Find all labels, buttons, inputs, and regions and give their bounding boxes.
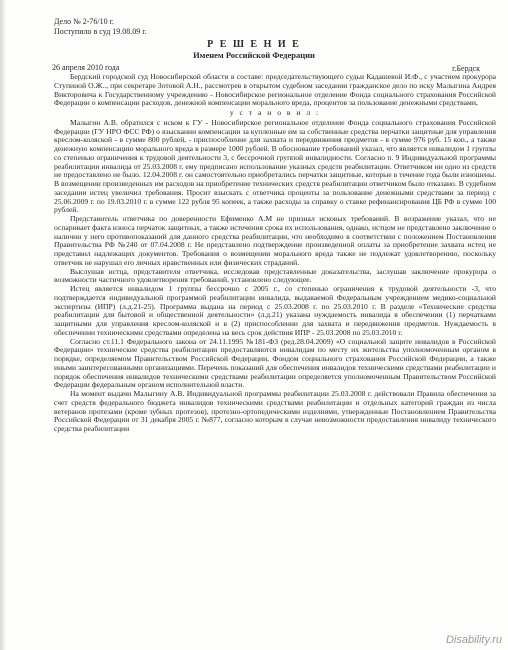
scan-edge-shadow xyxy=(0,0,6,650)
case-header xyxy=(54,17,147,37)
paragraph-defendant: Представитель ответчика по доверенности Ефименко А.М не признал исковых требований. В возражение указал, что не оспаривает факта износа перчаток защитных, а также истечения срока их использования, однако, истцом не представлено заключение о наличии у него противопоказаний для данного средства реабилитации, что необходимо в соответствии с положением Постановления Правительства РФ №240 от 07.04.2008 г. Не представлено подтверждение произведенной оплаты за приобретение захвата истец не представил надлежащих документов. Требования о возмещении морального вреда также не подлежат удовлетворению, поскольку ответчик не нарушал его личных нравственных или физических страданий. xyxy=(54,214,496,267)
decision-date: 26 апреля 2010 года xyxy=(52,63,120,72)
paragraph-claim: Малыгин А.В. обратился с иском к ГУ - Новосибирское региональное отделение Фонда социального страхования Российской Федерации (ГУ НРО ФСС РФ) о взыскании компенсации за купленные им за собственные средства перчатки защитные для управления креслом-коляской - в сумме 800 рублей, - приспособление для захвата и передвижения предметов - в сумме 976 руб. 15 коп., а также денежную компенсацию морального вреда в размере 1000 рублей. В обоснование требований указал, что является инвалидом 1 группы со степенью ограничения к трудовой деятельности 3, с бессрочной группой инвалидности. Согласно п. 9 Индивидуальной программы реабилитации инвалида от 25.03.2008 г. ему предписано использование указных средств реабилитации. Ответчиком ни одно из средств не предоставлено не было. 12.04.2008 г. он самостоятельно приобретались перчатки защитные, которые в течение года были изношены. В возмещении произведенных им расходов на приобретение технических средств реабилитации ответчиком было отказано. В судебном заседании истец увеличил требования. Просит взыскать с ответчика проценты за пользование денежными средствами за период с 25.06.2009 г. по 19.03.2010 г. в сумме 122 рубля 95 копеек, а также расходы за справку о ставке рефинансирования ЦБ РФ в сумме 100 рублей. xyxy=(54,117,496,215)
received-date: Поступило в суд 19.08.09 г. xyxy=(54,27,147,36)
document-subtitle: Именем Российской Федерации xyxy=(193,50,315,60)
paragraph-law: Согласно ст.11.1 Федерального закона от 24.11.1995 №181-ФЗ (ред.28.04.2009) «О социальной защите инвалидов в Российской Федерации» технические средства реабилитации предоставляются инвалидам по месту их жительства уполномоченным органом в порядке, определяемом Правительством Российской Федерации, Фондом социального страхования Российской Федерации, а также иными заинтересованными организациями. Перечень показаний для обеспечения инвалидов техническими средствами реабилитации и порядок обеспечения инвалидов техническими средствами реабилитации определяется уполномоченным Правительством Российской Федерации федеральным органом исполнительной власти. xyxy=(54,336,496,390)
document-body xyxy=(54,73,496,434)
paragraph-rules: На момент выдачи Малыгину А.В. Индивидуальной программы реабилитации 25.03.2008 г. действовали Правила обеспечения за счет средств федерального бюджета инвалидов техническими средствами реабилитации и отдельных категорий граждан из числа ветеранов протезами (кроме зубных протезов), протезно-ортопедическими изделиями, утвержденные Постановлением Правительства Российской Федерации от 31 декабря 2005 г. №877, согласно которым в случае невозможности предоставления инвалиду технического средства реабилитации xyxy=(54,389,496,433)
paragraph-intro: Бердский городской суд Новосибирской области в составе: председательствующего судьи Кадашевой И.Ф., с участием прокурора Ступиной О.Ж.., при секретаре Зотовой А.Н., рассмотрев в открытом судебном заседании гражданское дело по иску Малыгина Андрея Викторовича к Государственному учреждению - Новосибирское региональное отделение Фонда социального страхования Российской Федерации о компенсации расходов, денежной компенсации морального вреда, процентов за пользование денежными средствами, xyxy=(54,72,496,108)
document-title: Р Е Ш Е Н И Е xyxy=(207,39,301,50)
decision-city: г.Бердск xyxy=(452,64,480,73)
watermark-logo: Disability.ru xyxy=(445,634,502,646)
section-heading: у с т а н о в и л : xyxy=(229,108,321,117)
case-number: Дело № 2-76/10 г. xyxy=(54,17,114,26)
paragraph-facts: Истец является инвалидом 1 группы бессрочно с 2005 г., со степенью ограничения к трудовой деятельности -3, что подтверждается индивидуальной программой реабилитации инвалида, выдаваемой Федеральным учреждением медико-социальной экспертизы (ИПР) (л.д.21-25). Программа выдана на период с 25.03.2008 г. по 25.03.2010 г. В разделе «Технические средства реабилитации для бытовой и общественной деятельности» (л.д.21) указана нуждаемость инвалида в обеспечении (1) перчатками защитными для управления креслом-коляской и в (2) приспособлении для захвата и передвижения предметов. Нуждаемость в обеспечении техническими средствами определена на весь срок действия ИПР - 25.03.2008 по 25.03.2010 г. xyxy=(54,284,496,337)
paragraph-hearing: Выслушав истца, представителя ответчика, исследовав представленные доказательства, заслушав заключение прокурора о возможности частичного удовлетворения требований, установлено следующее. xyxy=(54,266,496,285)
